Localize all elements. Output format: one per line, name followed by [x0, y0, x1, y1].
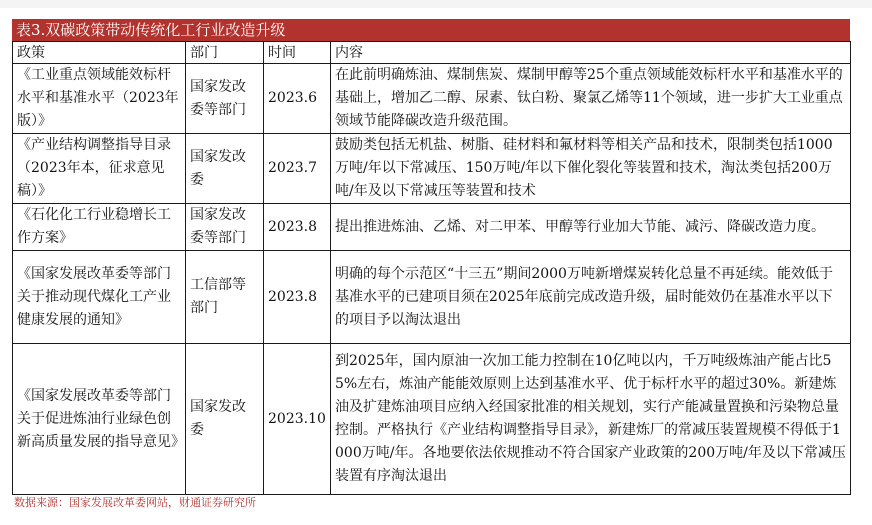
department-cell: 国家发改委等部门 [186, 204, 264, 251]
content-cell: 明确的每个示范区“十三五”期间2000万吨新增煤炭转化总量不再延续。能效低于基准水平的已建项目须在2025年底前完成改造升级，届时能效仍在基准水平以下的项目予以淘汰退出 [331, 251, 851, 344]
table-header-row [13, 42, 851, 64]
content-cell: 在此前明确炼油、煤制焦炭、煤制甲醇等25个重点领域能效标杆水平和基准水平的基础上，增加乙二醇、尿素、钛白粉、聚氯乙烯等11个领域，进一步扩大工业重点领域节能降碳改造升级范围。 [331, 64, 851, 134]
content-cell: 到2025年，国内原油一次加工能力控制在10亿吨以内，千万吨级炼油产能占比55%左右，炼油产能能效原则上达到基准水平、优于标杆水平的超过30%。新建炼油及扩建炼油项目应纳入经国家批准的相关规划，实行产能减量置换和污染物总量控制。严格执行《产业结构调整指导目录》，新建炼厂的常减压装置规模不得低于1000万吨/年。各地要依法依规推动不符合国家产业政策的200万吨/年及以下常减压装置有序淘汰退出 [331, 344, 851, 495]
table-row [13, 64, 851, 134]
policy-cell: 《石化化工行业稳增长工作方案》 [13, 204, 186, 251]
department-cell: 工信部等部门 [186, 251, 264, 344]
table-row [13, 134, 851, 204]
table-row [13, 204, 851, 251]
policy-cell: 《工业重点领域能效标杆水平和基准水平（2023年版）》 [13, 64, 186, 134]
department-cell: 国家发改委 [186, 134, 264, 204]
policy-cell: 《国家发展改革委等部门关于推动现代煤化工产业健康发展的通知》 [13, 251, 186, 344]
date-cell: 2023.10 [264, 344, 331, 495]
date-cell: 2023.7 [264, 134, 331, 204]
table-row [13, 251, 851, 344]
table-title: 表3.双碳政策带动传统化工行业改造升级 [12, 19, 850, 41]
header-date: 时间 [264, 42, 331, 64]
date-cell: 2023.8 [264, 251, 331, 344]
source-note: 数据来源：国家发展改革委网站，财通证券研究所 [14, 496, 256, 509]
content-cell: 提出推进炼油、乙烯、对二甲苯、甲醇等行业加大节能、减污、降碳改造力度。 [331, 204, 851, 251]
date-cell: 2023.6 [264, 64, 331, 134]
department-cell: 国家发改委 [186, 344, 264, 495]
policy-table [12, 41, 851, 495]
policy-cell: 《国家发展改革委等部门关于促进炼油行业绿色创新高质量发展的指导意见》 [13, 344, 186, 495]
top-decorative-strip [0, 0, 872, 8]
policy-cell: 《产业结构调整指导目录（2023年本，征求意见稿）》 [13, 134, 186, 204]
content-cell: 鼓励类包括无机盐、树脂、硅材料和氟材料等相关产品和技术，限制类包括1000万吨/年以下常减压、150万吨/年以下催化裂化等装置和技术，淘汰类包括200万吨/年及以下常减压等装置和技术 [331, 134, 851, 204]
department-cell: 国家发改委等部门 [186, 64, 264, 134]
table-row [13, 344, 851, 495]
header-policy: 政策 [13, 42, 186, 64]
header-content: 内容 [331, 42, 851, 64]
date-cell: 2023.8 [264, 204, 331, 251]
header-department: 部门 [186, 42, 264, 64]
